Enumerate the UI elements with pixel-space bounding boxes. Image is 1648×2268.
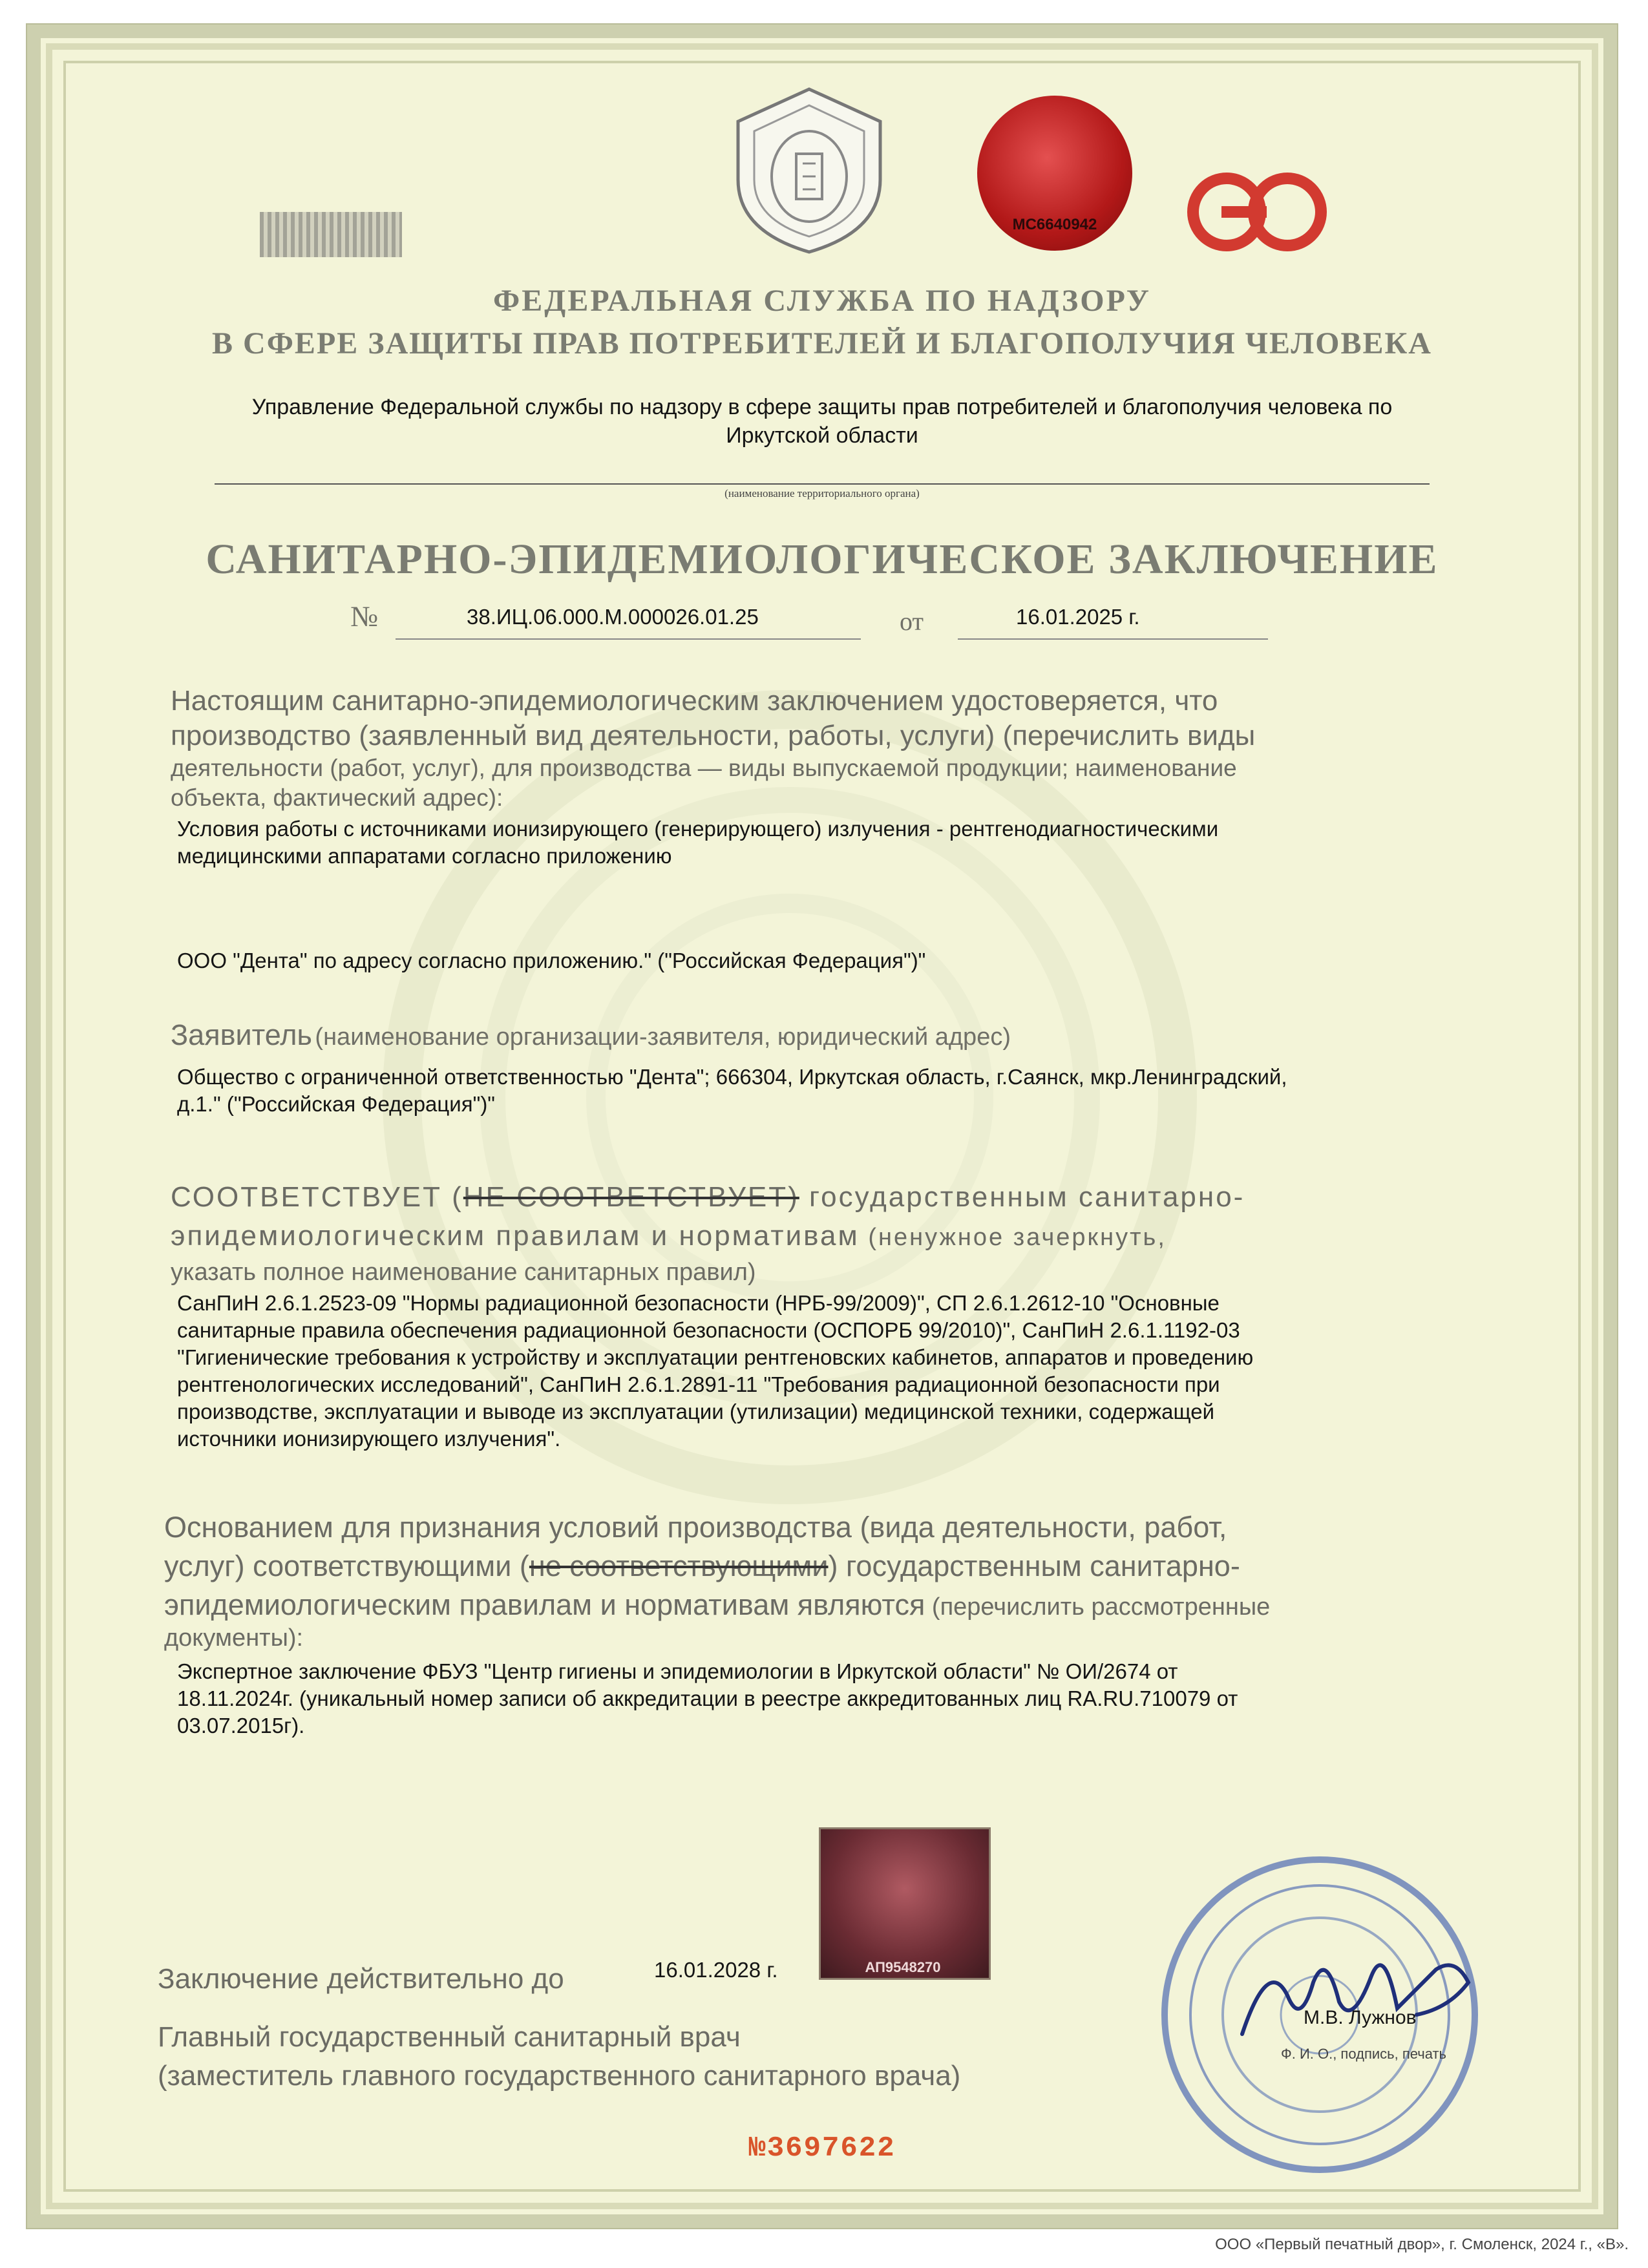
object-address: ООО "Дента" по адресу согласно приложению." ("Российская Федерация")" <box>177 949 926 972</box>
expert-conclusion: Экспертное заключение ФБУЗ "Центр гигиены и эпидемиологии в Иркутской области" № ОИ/2674 от 18.11.2024г. (уникальный номер записи об аккредитации в реестре аккредитованных лиц RA.RU.710079 от 03.07.2015г). <box>177 1659 1238 1738</box>
document-date: 16.01.2025 г. <box>1016 605 1140 629</box>
agency-name-line1: ФЕДЕРАЛЬНАЯ СЛУЖБА ПО НАДЗОРУ <box>493 284 1151 318</box>
document-title: САНИТАРНО-ЭПИДЕМИОЛОГИЧЕСКОЕ ЗАКЛЮЧЕНИЕ <box>206 536 1439 583</box>
applicant-details: Общество с ограниченной ответственностью "Дента"; 666304, Иркутская область, г.Саянск, мкр.Ленинградский, д.1." ("Российская Федерация")" <box>177 1065 1287 1116</box>
organ-caption: (наименование территориального органа) <box>724 487 920 499</box>
intro-line2: производство (заявленный вид деятельности, работы, услуги) (перечислить виды <box>171 720 1256 751</box>
basis-line4: документы): <box>164 1624 304 1652</box>
coat-of-arms-emblem <box>725 83 893 257</box>
basis-line1: Основанием для признания условий производства (вида деятельности, работ, <box>164 1511 1227 1544</box>
intro-line3: деятельности (работ, услуг), для производства — виды выпускаемой продукции; наименование <box>171 755 1237 781</box>
rule-line: санитарные правила обеспечения радиационной безопасности (ОСПОРБ 99/2010)", СанПиН 2.6.1.1192-03 <box>177 1318 1240 1342</box>
rule-line: источники ионизирующего излучения". <box>177 1427 561 1451</box>
validity-date: 16.01.2028 г. <box>654 1958 778 1982</box>
rule-line: рентгенологических исследований", СанПиН 2.6.1.2891-11 "Требования радиационной безопасности при <box>177 1372 1220 1396</box>
certificate-sheet <box>26 23 1618 2229</box>
agency-name-line2: В СФЕРЕ ЗАЩИТЫ ПРАВ ПОТРЕБИТЕЛЕЙ И БЛАГОПОЛУЧИЯ ЧЕЛОВЕКА <box>212 326 1432 361</box>
basis-line2: услуг) соответствующими (не соответствующими) государственным санитарно- <box>164 1549 1240 1582</box>
intro-line4: объекта, фактический адрес): <box>171 784 503 811</box>
date-underline <box>958 638 1268 640</box>
compliance-line3: указать полное наименование санитарных правил) <box>171 1259 756 1286</box>
struck-not-compliant: не соответствующими <box>529 1549 829 1582</box>
organ-underline <box>215 483 1430 485</box>
security-strip <box>260 212 402 257</box>
validity-label: Заключение действительно до <box>158 1963 564 1995</box>
applicant-heading: Заявитель (наименование организации-заявителя, юридический адрес) <box>171 1018 1011 1051</box>
se-mark-icon <box>1184 170 1333 254</box>
sanitary-rules-list <box>177 1290 1253 1453</box>
compliance-line1: СООТВЕТСТВУЕТ (НЕ СООТВЕТСТВУЕТ) государственным санитарно- <box>171 1181 1245 1213</box>
activity-description: Условия работы с источниками ионизирующего (генерирующего) излучения - рентгенодиагностическими медицинскими аппаратами согласно приложению <box>177 817 1219 868</box>
signatory-title-line2: (заместитель главного государственного санитарного врача) <box>158 2060 961 2092</box>
rule-line: "Гигиенические требования к устройству и эксплуатации рентгеновских кабинетов, аппаратов и проведению <box>177 1345 1254 1369</box>
signature-caption: Ф. И. О., подпись, печать <box>1281 2046 1446 2062</box>
struck-not-complies: НЕ СООТВЕТСТВУЕТ) <box>463 1181 799 1213</box>
signatory-name: М.В. Лужнов <box>1304 2007 1417 2028</box>
signatory-title-line1: Главный государственный санитарный врач <box>158 2021 741 2053</box>
validity-hologram <box>819 1827 991 1980</box>
form-serial-number: №3697622 <box>748 2132 896 2165</box>
printer-footer: ООО «Первый печатный двор», г. Смоленск, 2024 г., «В». <box>1215 2236 1629 2253</box>
handwritten-signature <box>1223 1931 1494 2060</box>
date-label: от <box>900 607 924 636</box>
basis-line3: эпидемиологическим правилам и нормативам являются (перечислить рассмотренные <box>164 1588 1271 1621</box>
number-underline <box>396 638 861 640</box>
document-number: 38.ИЦ.06.000.М.000026.01.25 <box>467 605 759 629</box>
compliance-line2: эпидемиологическим правилам и нормативам (ненужное зачеркнуть, <box>171 1220 1167 1252</box>
rule-line: СанПиН 2.6.1.2523-09 "Нормы радиационной безопасности (НРБ-99/2009)", СП 2.6.1.2612-10 "Основные <box>177 1291 1220 1315</box>
rule-line: производстве, эксплуатации и выводе из эксплуатации (утилизации) медицинской техники, содержащей <box>177 1400 1215 1423</box>
intro-line1: Настоящим санитарно-эпидемиологическим заключением удостоверяется, что <box>171 685 1218 717</box>
number-label: № <box>350 600 378 633</box>
territorial-organ: Управление Федеральной службы по надзору в сфере защиты прав потребителей и благополучия человека по Иркутской области <box>251 395 1393 448</box>
validity-hologram-code: АП9548270 <box>865 1959 941 1975</box>
hologram-code: МС6640942 <box>1012 216 1097 233</box>
